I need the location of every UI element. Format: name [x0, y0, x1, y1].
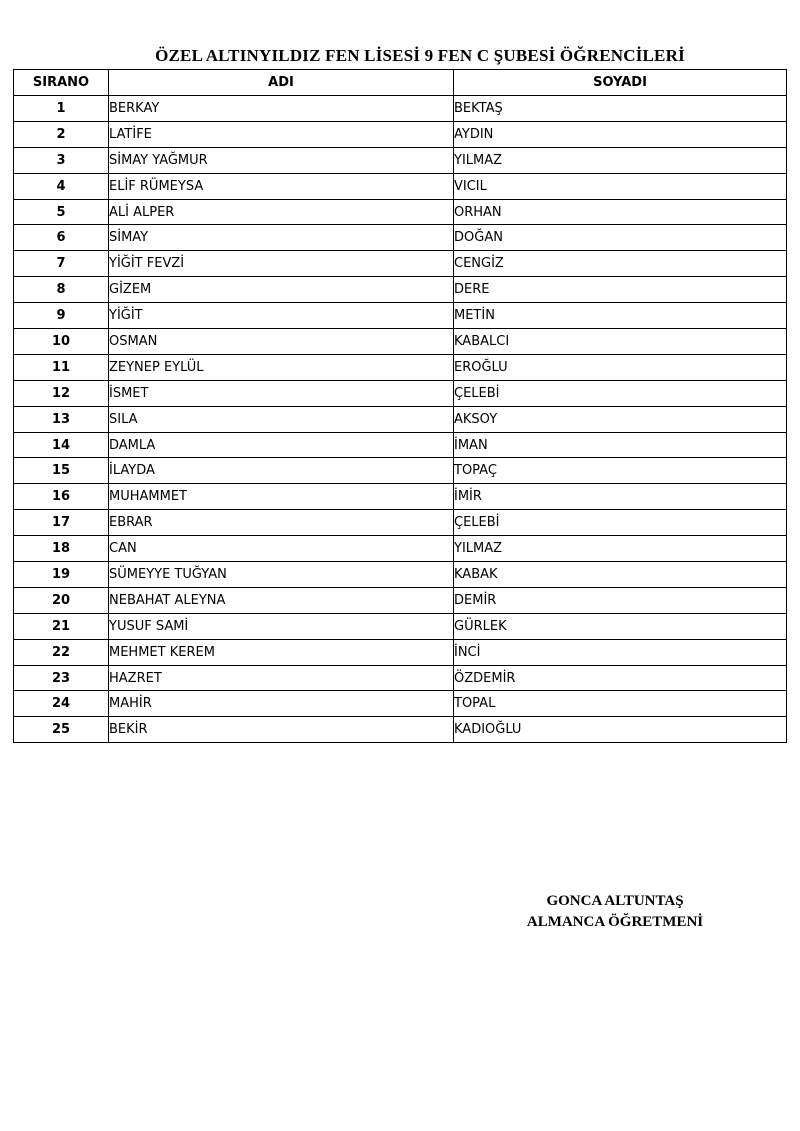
table-row [14, 96, 787, 122]
student-name-cell: DAMLA [109, 432, 454, 458]
student-name-cell: SILA [109, 406, 454, 432]
student-surname-cell: KABAK [454, 562, 787, 588]
student-name-cell: EBRAR [109, 510, 454, 536]
table-row [14, 510, 787, 536]
student-surname-cell: ORHAN [454, 199, 787, 225]
table-row [14, 251, 787, 277]
row-number-cell: 8 [14, 277, 109, 303]
table-body [14, 96, 787, 743]
student-surname-cell: DEMİR [454, 587, 787, 613]
student-roster-table [13, 69, 787, 743]
student-name-cell: İSMET [109, 380, 454, 406]
row-number-cell: 3 [14, 147, 109, 173]
student-name-cell: BEKİR [109, 717, 454, 743]
table-row [14, 613, 787, 639]
column-header-name: ADI [109, 70, 454, 96]
teacher-role: ALMANCA ÖĞRETMENİ [526, 914, 704, 930]
row-number-cell: 11 [14, 354, 109, 380]
row-number-cell: 21 [14, 613, 109, 639]
student-surname-cell: DOĞAN [454, 225, 787, 251]
student-name-cell: YİĞİT [109, 303, 454, 329]
student-surname-cell: ÇELEBİ [454, 510, 787, 536]
column-header-surname: SOYADI [454, 70, 787, 96]
student-surname-cell: KADIOĞLU [454, 717, 787, 743]
row-number-cell: 6 [14, 225, 109, 251]
student-surname-cell: EROĞLU [454, 354, 787, 380]
student-surname-cell: GÜRLEK [454, 613, 787, 639]
student-surname-cell: TOPAL [454, 691, 787, 717]
row-number-cell: 7 [14, 251, 109, 277]
row-number-cell: 10 [14, 329, 109, 355]
row-number-cell: 2 [14, 121, 109, 147]
student-surname-cell: İMAN [454, 432, 787, 458]
table-row [14, 562, 787, 588]
row-number-cell: 25 [14, 717, 109, 743]
table-row [14, 329, 787, 355]
student-name-cell: NEBAHAT ALEYNA [109, 587, 454, 613]
row-number-cell: 1 [14, 96, 109, 122]
student-surname-cell: METİN [454, 303, 787, 329]
student-name-cell: BERKAY [109, 96, 454, 122]
table-row [14, 536, 787, 562]
student-name-cell: SİMAY [109, 225, 454, 251]
table-row [14, 354, 787, 380]
table-row [14, 587, 787, 613]
student-surname-cell: YILMAZ [454, 147, 787, 173]
row-number-cell: 19 [14, 562, 109, 588]
table-row [14, 691, 787, 717]
student-surname-cell: AKSOY [454, 406, 787, 432]
student-surname-cell: TOPAÇ [454, 458, 787, 484]
table-row [14, 147, 787, 173]
student-name-cell: MAHİR [109, 691, 454, 717]
student-name-cell: ELİF RÜMEYSA [109, 173, 454, 199]
row-number-cell: 17 [14, 510, 109, 536]
table-header-row [14, 70, 787, 96]
row-number-cell: 23 [14, 665, 109, 691]
table-row [14, 458, 787, 484]
table-row [14, 639, 787, 665]
student-surname-cell: AYDIN [454, 121, 787, 147]
student-name-cell: GİZEM [109, 277, 454, 303]
student-surname-cell: DERE [454, 277, 787, 303]
row-number-cell: 9 [14, 303, 109, 329]
row-number-cell: 5 [14, 199, 109, 225]
row-number-cell: 18 [14, 536, 109, 562]
table-row [14, 173, 787, 199]
page-title: ÖZEL ALTINYILDIZ FEN LİSESİ 9 FEN C ŞUBESİ ÖĞRENCİLERİ [155, 46, 685, 65]
table-row [14, 406, 787, 432]
row-number-cell: 14 [14, 432, 109, 458]
table-row [14, 277, 787, 303]
student-surname-cell: İNCİ [454, 639, 787, 665]
row-number-cell: 16 [14, 484, 109, 510]
row-number-cell: 12 [14, 380, 109, 406]
table-row [14, 303, 787, 329]
teacher-name: GONCA ALTUNTAŞ [546, 893, 684, 909]
row-number-cell: 15 [14, 458, 109, 484]
student-name-cell: SÜMEYYE TUĞYAN [109, 562, 454, 588]
table-row [14, 380, 787, 406]
student-surname-cell: İMİR [454, 484, 787, 510]
student-name-cell: İLAYDA [109, 458, 454, 484]
column-header-number: SIRANO [14, 70, 109, 96]
table-row [14, 484, 787, 510]
student-surname-cell: CENGİZ [454, 251, 787, 277]
row-number-cell: 4 [14, 173, 109, 199]
student-surname-cell: ÖZDEMİR [454, 665, 787, 691]
table-row [14, 199, 787, 225]
student-name-cell: ZEYNEP EYLÜL [109, 354, 454, 380]
student-name-cell: MUHAMMET [109, 484, 454, 510]
row-number-cell: 24 [14, 691, 109, 717]
student-name-cell: ALİ ALPER [109, 199, 454, 225]
student-name-cell: MEHMET KEREM [109, 639, 454, 665]
row-number-cell: 13 [14, 406, 109, 432]
table-row [14, 665, 787, 691]
student-name-cell: LATİFE [109, 121, 454, 147]
student-name-cell: OSMAN [109, 329, 454, 355]
table-row [14, 225, 787, 251]
row-number-cell: 22 [14, 639, 109, 665]
student-surname-cell: BEKTAŞ [454, 96, 787, 122]
student-name-cell: HAZRET [109, 665, 454, 691]
student-name-cell: SİMAY YAĞMUR [109, 147, 454, 173]
table-row [14, 432, 787, 458]
table-row [14, 717, 787, 743]
table-row [14, 121, 787, 147]
student-surname-cell: KABALCI [454, 329, 787, 355]
student-surname-cell: YILMAZ [454, 536, 787, 562]
student-name-cell: YUSUF SAMİ [109, 613, 454, 639]
student-name-cell: YİĞİT FEVZİ [109, 251, 454, 277]
student-name-cell: CAN [109, 536, 454, 562]
row-number-cell: 20 [14, 587, 109, 613]
student-surname-cell: ÇELEBİ [454, 380, 787, 406]
student-surname-cell: VICIL [454, 173, 787, 199]
